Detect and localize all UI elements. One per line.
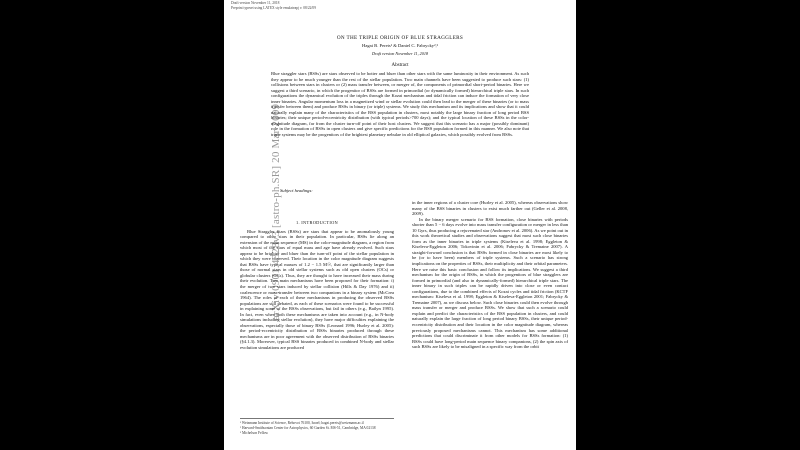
draft-date-line: Draft version November 11, 2018 xyxy=(371,51,429,56)
preprint-header: Preprint typeset using LATEX style emulateapj v. 08/22/09 xyxy=(231,6,317,10)
footnote-1: ¹ Weizmann Institute of Science, Rehovot 76100, Israel; hagai.perets@weizmann.ac.il xyxy=(240,421,364,425)
draft-version-header: Draft version November 11, 2018 xyxy=(231,1,280,5)
paper-authors: Hagai B. Perets¹ & Daniel C. Fabrycky²,³ xyxy=(362,43,438,48)
footnotes xyxy=(240,418,394,436)
paper-title: ON THE TRIPLE ORIGIN OF BLUE STRAGGLERS xyxy=(336,35,464,41)
introduction-heading: 1. INTRODUCTION xyxy=(295,220,339,225)
left-column xyxy=(240,220,394,351)
subject-headings: Subject headings: xyxy=(280,188,313,193)
right-column xyxy=(412,200,568,350)
intro-paragraph-3: In the binary merger scenario for BSS formation, close binaries with periods shorter than 5 − 6 days evolve into mass transfer configuration or merger in less than 10 Gyrs, thus producing a rejuvenated star (Andronov et al. 2006). As we point out in this work theoretical studies and observations suggest that most such close binaries form as the inner binaries in triple systems (Kiseleva et al. 1998; Eggleton & Kiseleva-Eggleton 2006; Tokovinin et al. 2006; Fabrycky & Tremaine 2007). A straight-forward conclusion is that BSSs formed in close binaries are most likely to be (or to have been) members of triple systems. Such a scenario has strong implications on the properties of BSSs, their multiplicity and their orbital parameters. Here we raise this basic conclusion and follow its implications. We suggest a third mechanism for the origin of BSSs, in which the progenitors of blue stragglers are formed in primordial (and also in dynamically-formed) hierarchical triple stars. The inner binary in such triples can be rapidly driven into close or even contact configurations, due to the combined effects of Kozai cycles and tidal friction (KCTF mechanism: Kiseleva et al. 1998; Eggleton & Kiseleva-Eggleton 2001; Fabrycky & Tremaine 2007), as we discuss below. Such close binaries could then evolve through mass transfer or merger and produce BSSs. We show that such a scenario could explain and predict the characteristics of the BSS population in clusters, and could naturally explain the large fraction of long period binary BSSs, their unique period-eccentricity distribution and their location in the color magnitude diagram, whereas previously proposed mechanisms cannot. This mechanism has some additional predictions that could discriminate it from other models for BSSs formation: (1) BSSs could have long-period main sequence binary companions, (2) the spin axis of such BSSs are likely to be misaligned in a specific way from the orbit xyxy=(412,216,568,350)
paper-page xyxy=(224,0,576,450)
abstract-text: Blue straggler stars (BSSs) are stars observed to be hotter and bluer than other stars with the same luminosity in their environment. As such they appear to be much younger than the rest of the stellar population. Two main channels have been suggested to produce such stars: (1) collisions between stars in clusters or (2) mass transfer between, or merger of, the components of primordial short-period binaries. Here we suggest a third scenario, in which the progenitor of BSSs are formed in primordial (or dynamically formed) hierarchical triple stars. In such configurations the dynamical evolution of the triples through the Kozai mechanism and tidal friction can induce the formation of very close inner binaries. Angular momentum loss in a magnetized wind or stellar evolution could then lead to the merger of these binaries (or to mass transfer between them) and produce BSSs in binary (or triple) systems. We study this mechanism and its implications and show that it could naturally explain many of the characteristics of the BSS population in clusters, most notably the large binary fraction of long period BSS binaries; their unique period-eccentricity distribution (with typical periods>700 days); and the typical location of these BSSs in the color-magnitude diagram, far from the cluster turn-off point of their host clusters. We suggest that this scenario has a major (possibly dominant) role in the formation of BSSs in open clusters and give specific predictions for the BSS population formed in this manner. We also note that triple systems may be the progenitors of the brightest planetary nebulae in old elliptical galaxies, which possibly evolved from BSSs. xyxy=(271,71,529,138)
intro-paragraph-2: in the inner regions of a cluster core (Hurley et al. 2005), whereas observations show many of the BSS binaries in clusters to exist much farther out (Geller et al. 2008, 2009). xyxy=(412,200,568,217)
footnote-3: ³ Michelson Fellow xyxy=(240,430,269,435)
footnote-2: ² Harvard-Smithsonian Center for Astrophysics, 60 Garden St. MS-51, Cambridge, MA 02138 xyxy=(240,425,376,430)
intro-paragraph-1: Blue Straggler Stars (BSSs) are stars that appear to be anomalously young compared to other stars in their population. In particular, BSSs lie along an extension of the main sequence (MS) in the color-magnitude diagram, a region from which most of the stars of equal mass and age have already evolved. Such stars appear to be brighter and bluer than the turn-off point of the stellar population in which they were observed. Their location in the color magnitude diagram suggests that BSSs have typical masses of 1.2 − 1.5 M☉, that are significantly larger than those of normal stars in old stellar systems such as old open clusters (OCs) or globular clusters (GCs). Thus, they are thought to have increased their mass during their evolution. Two main mechanisms have been proposed for their formation: i) the merger of two stars induced by stellar collision (Hills & Day 1976) and ii) coalescence or mass-transfer between two companions in a binary system (McCrea 1964). The roles of each of these mechanisms in producing the observed BSSs populations are still debated, as each of these scenarios were found to be successful in explaining some of the BSSs observations, but fail in others (e.g., Bailyn 1995). In fact, even when both these mechanisms are taken into account (e.g., in N-body simulations including stellar evolution), they have major difficulties explaining the observations, especially those of binary BSSs (Leonard 1996; Hurley et al. 2005): the period-eccentricity distribution of BSSs binaries produced through these mechanisms are in poor agreement with the observed distribution of BSSs binaries (§4.1.3). Moreover, typical BSS binaries produced in combined N-body and stellar evolution simulations are produced xyxy=(240,228,394,351)
abstract-heading: Abstract xyxy=(391,63,409,68)
arxiv-stamp: arXiv:0901.4328v3 [astro-ph.SR] 20 Mar 2009 xyxy=(270,103,282,321)
